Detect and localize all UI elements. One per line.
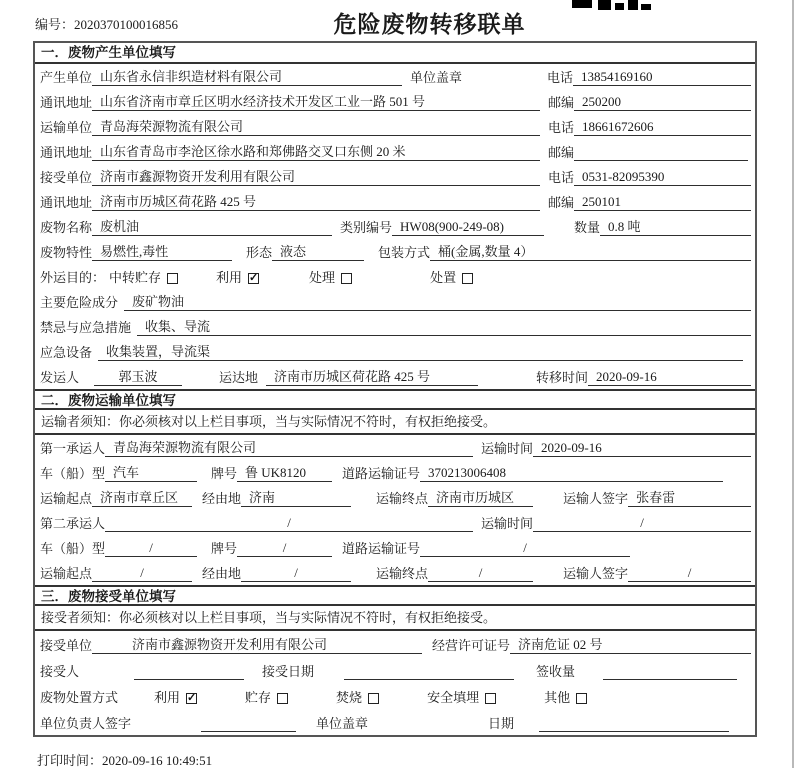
receiver-address-value: 济南市历城区荷花路 425 号 [92, 191, 540, 211]
phone-label: 电话 [547, 70, 574, 85]
responsible-signature-value [201, 715, 296, 732]
dispatch-row [35, 364, 755, 389]
transport-time-label: 运输时间 [481, 441, 534, 456]
address-label: 通讯地址 [40, 195, 93, 210]
transporter-notice: 运输者须知：你必须核对以上栏目事项，当与实际情况不符时，有权拒绝接受。 [35, 410, 755, 435]
zip-label: 邮编 [548, 145, 575, 160]
disposal-landfill-label: 安全填埋 [427, 690, 480, 705]
road-permit-label: 道路运输证号 [342, 466, 421, 481]
manifest-form [33, 41, 757, 737]
carrier1-label: 第一承运人 [40, 441, 106, 456]
address-label: 通讯地址 [40, 95, 93, 110]
route-start-label: 运输起点 [40, 566, 93, 581]
route1-row [35, 485, 755, 510]
purpose-option-dispose-label: 处置 [430, 270, 457, 285]
checkbox-landfill-icon [485, 693, 496, 704]
consignor-value: 郭玉波 [94, 366, 182, 386]
producer-unit-value: 山东省永信非织造材料有限公司 [92, 66, 402, 86]
road-permit-label: 道路运输证号 [342, 541, 421, 556]
phone-label: 电话 [548, 120, 575, 135]
accept-unit-row [35, 631, 755, 657]
waste-code-label: 类别编号 [340, 220, 393, 235]
transport-time-value: 2020-09-16 [533, 440, 751, 457]
disposal-incinerate-label: 焚烧 [336, 690, 363, 705]
route-end-value: / [428, 565, 533, 582]
emergency-measures-row [35, 314, 755, 339]
plate-label: 牌号 [211, 541, 238, 556]
transfer-time-value: 2020-09-16 [588, 369, 751, 386]
carrier1-row [35, 435, 755, 460]
producer-unit-label: 产生单位 [40, 70, 93, 85]
responsible-signature-row [35, 709, 755, 735]
checkbox-treat-icon [341, 273, 352, 284]
transporter-signature-label: 运输人签字 [563, 491, 629, 506]
transporter-signature-value: 张春雷 [628, 487, 751, 507]
receiver-address-row [35, 189, 755, 214]
emergency-measures-value: 收集、导流 [137, 316, 751, 336]
route-start-value: 济南市章丘区 [92, 487, 192, 507]
route2-row [35, 560, 755, 585]
disposal-method-row [35, 683, 755, 709]
emergency-equipment-value: 收集装置，导流渠 [98, 341, 743, 361]
carrier2-value: / [105, 515, 473, 532]
section-2-title: 二．废物运输单位填写 [35, 389, 755, 410]
checkbox-utilize-icon [248, 273, 259, 284]
transfer-time-label: 转移时间 [536, 370, 589, 385]
route-end-label: 运输终点 [376, 491, 429, 506]
section-1-title: 一．废物产生单位填写 [35, 43, 755, 64]
route-end-label: 运输终点 [376, 566, 429, 581]
waste-traits-value: 易燃性,毒性 [92, 241, 232, 261]
quantity-value: 0.8 吨 [600, 216, 751, 236]
address-label: 通讯地址 [40, 145, 93, 160]
receiver-phone-value: 0531-82095390 [574, 169, 751, 186]
disposal-utilize-label: 利用 [154, 690, 181, 705]
route-via-value: 济南 [241, 487, 351, 507]
waste-traits-label: 废物特性 [40, 245, 93, 260]
quantity-label: 数量 [574, 220, 601, 235]
route-start-label: 运输起点 [40, 491, 93, 506]
accept-date-value [344, 663, 514, 680]
vehicle-type-label: 车（船）型 [40, 466, 106, 481]
emergency-equipment-label: 应急设备 [40, 345, 93, 360]
destination-label: 运达地 [219, 370, 259, 385]
transporter-signature-value: / [628, 565, 751, 582]
producer-address-row [35, 89, 755, 114]
date-value [539, 715, 729, 732]
zip-label: 邮编 [548, 95, 575, 110]
disposal-store-label: 贮存 [245, 690, 272, 705]
signed-quantity-value [603, 663, 737, 680]
accept-person-row [35, 657, 755, 683]
checkbox-incinerate-icon [368, 693, 379, 704]
carrier2-label: 第二承运人 [40, 516, 106, 531]
transporter-address-row [35, 139, 755, 164]
transporter-unit-row [35, 114, 755, 139]
accept-person-value [134, 663, 244, 680]
accept-person-label: 接受人 [40, 664, 80, 679]
transporter-unit-value: 青岛海荣源物流有限公司 [92, 116, 540, 136]
route-via-label: 经由地 [202, 491, 242, 506]
producer-phone-value: 13854169160 [573, 69, 751, 86]
hazard-component-value: 废矿物油 [124, 291, 751, 311]
page-title: 危险废物转移联单 [333, 12, 526, 37]
form-value: 液态 [272, 241, 364, 261]
disposal-other-label: 其他 [544, 690, 571, 705]
unit-seal-label: 单位盖章 [316, 716, 369, 731]
vehicle-type-value: / [105, 540, 197, 557]
route-end-value: 济南市历城区 [428, 487, 533, 507]
purpose-label: 外运目的： [40, 270, 106, 285]
receiver-unit-label: 接受单位 [40, 170, 93, 185]
checkbox-other-icon [576, 693, 587, 704]
transporter-phone-value: 18661672606 [574, 119, 751, 136]
vehicle1-row [35, 460, 755, 485]
print-time-value: 2020-09-16 10:49:51 [102, 753, 213, 768]
checkbox-storage-icon [167, 273, 178, 284]
license-value: 济南危证 02 号 [510, 634, 751, 654]
serial-label: 编号： [35, 17, 75, 32]
qr-code-icon [570, 0, 652, 11]
producer-address-value: 山东省济南市章丘区明水经济技术开发区工业一路 501 号 [92, 91, 540, 111]
emergency-measures-label: 禁忌与应急措施 [40, 320, 132, 335]
print-time-label: 打印时间： [37, 753, 103, 768]
accept-unit-label: 接受单位 [40, 638, 93, 653]
checkbox-utilize-icon [186, 693, 197, 704]
transport-time-value: / [533, 515, 751, 532]
form-label: 形态 [246, 245, 273, 260]
transporter-signature-label: 运输人签字 [563, 566, 629, 581]
receiver-notice: 接受者须知：你必须核对以上栏目事项，当与实际情况不符时，有权拒绝接受。 [35, 606, 755, 631]
destination-value: 济南市历城区荷花路 425 号 [266, 366, 478, 386]
checkbox-dispose-icon [462, 273, 473, 284]
responsible-signature-label: 单位负责人签字 [40, 716, 132, 731]
accept-unit-value: 济南市鑫源物资开发利用有限公司 [92, 634, 422, 654]
route-via-value: / [241, 565, 351, 582]
waste-name-row [35, 214, 755, 239]
plate-label: 牌号 [211, 466, 238, 481]
transporter-zip-value [574, 144, 748, 161]
date-label: 日期 [488, 716, 515, 731]
vehicle-type-value: 汽车 [105, 462, 197, 482]
transporter-unit-label: 运输单位 [40, 120, 93, 135]
receiver-unit-value: 济南市鑫源物资开发利用有限公司 [92, 166, 540, 186]
route-via-label: 经由地 [202, 566, 242, 581]
hazard-component-label: 主要危险成分 [40, 295, 119, 310]
plate-value: / [237, 540, 332, 557]
plate-value: 鲁 UK8120 [237, 462, 332, 482]
hazard-component-row [35, 289, 755, 314]
vehicle-type-label: 车（船）型 [40, 541, 106, 556]
waste-code-value: HW08(900-249-08) [392, 219, 544, 236]
phone-label: 电话 [548, 170, 575, 185]
signed-quantity-label: 签收量 [536, 664, 576, 679]
page-edge-line [792, 0, 794, 768]
purpose-option-storage-label: 中转贮存 [109, 270, 162, 285]
zip-label: 邮编 [548, 195, 575, 210]
receiver-unit-row [35, 164, 755, 189]
vehicle2-row [35, 535, 755, 560]
road-permit-value: 370213006408 [420, 465, 723, 482]
purpose-option-utilize-label: 利用 [216, 270, 243, 285]
license-label: 经营许可证号 [432, 638, 511, 653]
receiver-zip-value: 250101 [574, 194, 751, 211]
section-3-title: 三．废物接受单位填写 [35, 585, 755, 606]
waste-traits-row [35, 239, 755, 264]
carrier1-value: 青岛海荣源物流有限公司 [105, 437, 473, 457]
emergency-equipment-row [35, 339, 755, 364]
producer-unit-row [35, 64, 755, 89]
road-permit-value: / [420, 540, 630, 557]
accept-date-label: 接受日期 [262, 664, 315, 679]
consignor-label: 发运人 [40, 370, 80, 385]
print-time [37, 750, 212, 768]
disposal-method-label: 废物处置方式 [40, 690, 119, 705]
transport-time-label: 运输时间 [481, 516, 534, 531]
transfer-purpose-row [35, 264, 755, 289]
checkbox-store-icon [277, 693, 288, 704]
transporter-address-value: 山东省青岛市李沧区徐水路和郑佛路交叉口东侧 20 米 [92, 141, 540, 161]
packing-value: 桶(金属,数量 4） [430, 241, 751, 261]
waste-name-label: 废物名称 [40, 220, 93, 235]
route-start-value: / [92, 565, 192, 582]
carrier2-row [35, 510, 755, 535]
unit-seal-label: 单位盖章 [410, 70, 463, 85]
serial-value: 2020370100016856 [74, 17, 179, 32]
packing-label: 包装方式 [378, 245, 431, 260]
waste-name-value: 废机油 [92, 216, 332, 236]
producer-zip-value: 250200 [574, 94, 751, 111]
purpose-option-treat-label: 处理 [309, 270, 336, 285]
